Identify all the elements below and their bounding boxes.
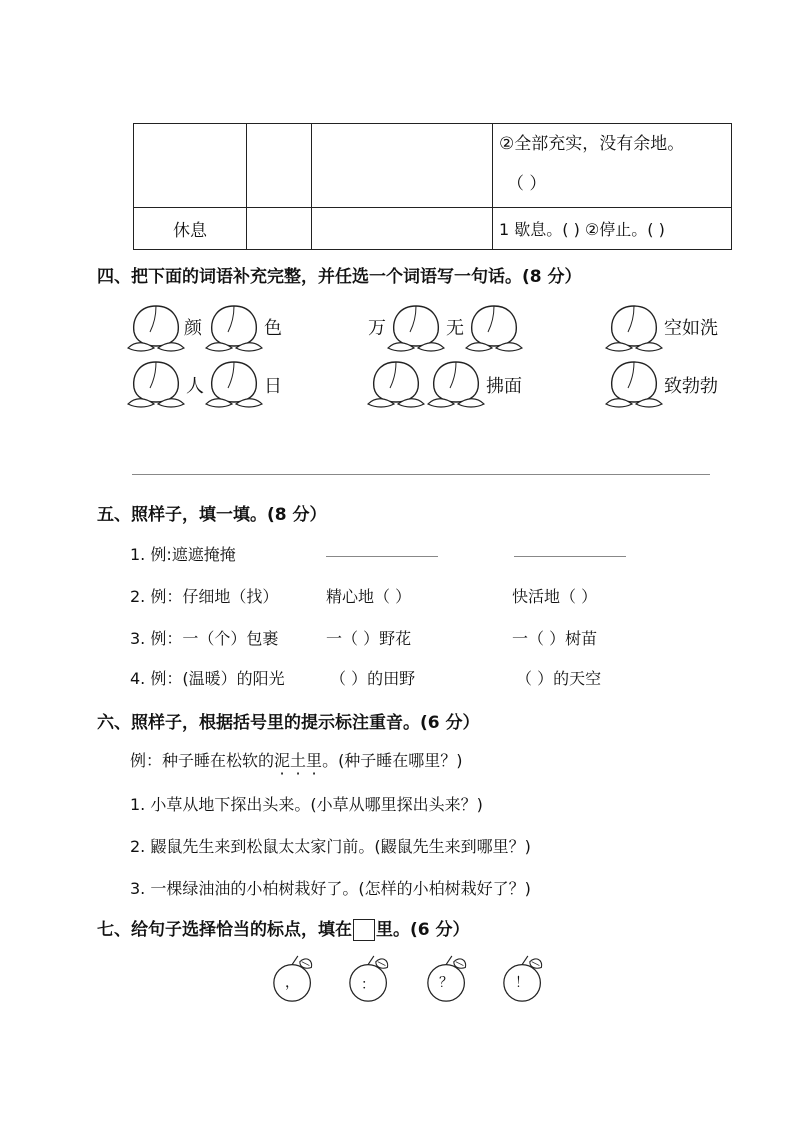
stressed-char: 泥 — [274, 751, 291, 770]
fill-item[interactable]: （ ）的田野 — [330, 669, 416, 688]
table-cell — [247, 124, 312, 208]
idiom-char: 空如洗 — [664, 318, 718, 339]
idiom-char: 日 — [264, 376, 282, 397]
table-cell — [312, 124, 493, 208]
peach-icon[interactable] — [604, 358, 664, 408]
table-cell — [134, 124, 247, 208]
peach-icon[interactable] — [386, 302, 446, 352]
table-cell-word — [134, 208, 247, 250]
fill-item[interactable]: 一（ ）树苗 — [512, 629, 598, 648]
example-prefix: 例：种子睡在松软的 — [130, 751, 275, 770]
title-prefix: 七、给句子选择恰当的标点，填在 — [97, 920, 352, 940]
punctuation-mark: ！ — [515, 975, 529, 991]
stress-question[interactable]: 1. 小草从地下探出头来。(小草从哪里探出头来？) — [130, 795, 483, 814]
sentence-writing-line[interactable] — [132, 474, 710, 475]
stressed-char: 里 — [306, 751, 323, 770]
example-text: 3. 例：一（个）包裹 — [130, 629, 279, 648]
answer-box-icon — [353, 919, 375, 941]
punctuation-mark: ： — [361, 977, 375, 993]
table-cell — [247, 208, 312, 250]
answer-blank[interactable] — [514, 556, 626, 557]
fill-item[interactable]: 快活地（ ） — [512, 587, 598, 606]
punctuation-mark: ， — [285, 975, 299, 991]
peach-icon[interactable] — [126, 358, 186, 408]
example-text: 2. 例：仔细地（找） — [130, 587, 279, 606]
fill-item[interactable]: （ ）的天空 — [516, 669, 602, 688]
section-7-title — [97, 915, 470, 941]
table-cell-meaning — [493, 124, 732, 208]
meaning-table — [133, 123, 732, 250]
idiom-char: 人 — [186, 376, 204, 397]
stress-example — [130, 748, 463, 771]
title-suffix: 里。(6 分） — [376, 920, 470, 940]
idiom-char: 无 — [446, 318, 464, 339]
idiom-char: 色 — [264, 318, 282, 339]
peach-icon[interactable] — [366, 358, 426, 408]
meaning-line: ②全部充实，没有余地。 — [499, 134, 685, 154]
answer-blank[interactable] — [326, 556, 438, 557]
example-text: 1. 例:遮遮掩掩 — [130, 545, 236, 564]
punctuation-mark: ？ — [439, 975, 453, 991]
peach-icon[interactable] — [126, 302, 186, 352]
section-4-title: 四、把下面的词语补充完整，并任选一个词语写一句话。(8 分） — [97, 267, 582, 287]
example-text: 4. 例：(温暖）的阳光 — [130, 669, 285, 688]
stress-question[interactable]: 3. 一棵绿油油的小柏树栽好了。(怎样的小柏树栽好了？) — [130, 879, 531, 898]
stress-question[interactable]: 2. 鼹鼠先生来到松鼠太太家门前。(鼹鼠先生来到哪里？) — [130, 837, 531, 856]
peach-icon[interactable] — [604, 302, 664, 352]
idiom-char: 致勃勃 — [664, 376, 718, 397]
table-cell-meaning: 1 歇息。( ) ②停止。( ) — [493, 208, 732, 250]
example-suffix: 。(种子睡在哪里？) — [322, 751, 463, 770]
word-xiuxi: 休息 — [173, 221, 207, 241]
peach-icon[interactable] — [464, 302, 524, 352]
peach-icon[interactable] — [426, 358, 486, 408]
idiom-char: 拂面 — [486, 376, 522, 397]
section-5-title: 五、照样子，填一填。(8 分） — [97, 505, 327, 525]
fill-item[interactable]: 精心地（ ） — [326, 587, 412, 606]
table-cell — [312, 208, 493, 250]
peach-icon[interactable] — [204, 302, 264, 352]
section-6-title: 六、照样子，根据括号里的提示标注重音。(6 分） — [97, 713, 480, 733]
fill-item[interactable]: 一（ ）野花 — [326, 629, 412, 648]
peach-icon[interactable] — [204, 358, 264, 408]
idiom-char: 万 — [368, 318, 386, 339]
idiom-char: 颜 — [184, 318, 202, 339]
meaning-answer: （ ） — [507, 174, 547, 194]
stressed-char: 土 — [290, 751, 307, 770]
